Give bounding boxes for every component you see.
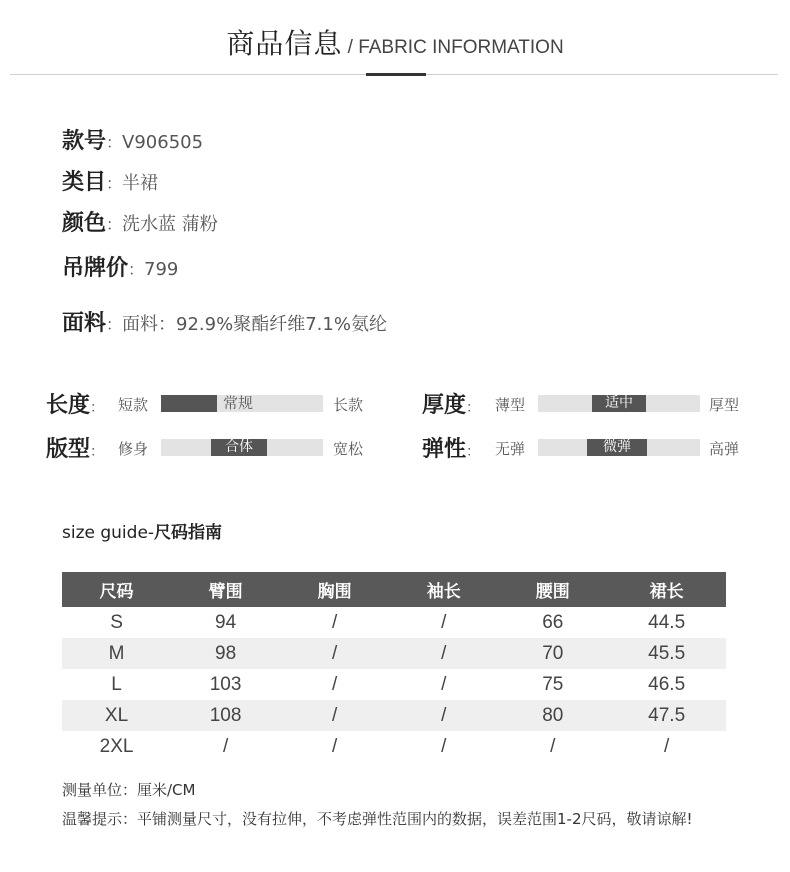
attribute-label: 长度： — [46, 393, 105, 418]
table-cell: / — [332, 735, 338, 757]
table-cell: / — [389, 700, 498, 731]
attribute-option-right: 高弹 — [709, 440, 740, 458]
table-cell: 108 — [171, 700, 280, 731]
header-divider-accent — [366, 73, 426, 76]
table-cell: L — [111, 673, 122, 695]
attribute-label: 厚度： — [422, 393, 481, 418]
attribute-label: 弹性： — [422, 437, 481, 462]
info-item-color: 颜色：洗水蓝 蒲粉 — [62, 211, 218, 236]
info-value: 半裙 — [122, 173, 159, 194]
attribute-option-right: 厚型 — [709, 396, 740, 414]
table-cell: / — [332, 611, 338, 633]
info-value: V906505 — [122, 132, 204, 153]
attribute-label: 版型： — [46, 437, 105, 462]
table-header-row — [62, 572, 726, 607]
table-row — [62, 700, 726, 731]
table-cell: / — [280, 700, 389, 731]
attribute-scale-bar — [538, 439, 700, 456]
info-key: 颜色 — [62, 211, 107, 236]
info-item-fabric: 面料：面料：92.9%聚酯纤维7.1%氨纶 — [62, 311, 387, 336]
table-cell: / — [441, 673, 447, 695]
table-cell: / — [441, 611, 447, 633]
attribute-selected: 常规 — [223, 394, 254, 412]
info-key: 吊牌价 — [62, 256, 129, 281]
info-key: 类目 — [62, 170, 107, 195]
table-row — [62, 669, 726, 700]
table-cell: 103 — [209, 673, 242, 695]
info-value: 799 — [144, 259, 179, 280]
column-header: 臂围 — [171, 572, 280, 607]
info-value: 面料：92.9%聚酯纤维7.1%氨纶 — [122, 314, 387, 335]
table-row — [62, 731, 726, 762]
attribute-fill: 合体 — [211, 439, 267, 456]
size-table — [62, 572, 726, 762]
table-cell: / — [222, 735, 229, 757]
table-cell: / — [550, 735, 556, 757]
measurement-unit-note: 测量单位：厘米/CM — [62, 781, 196, 799]
table-cell: 75 — [542, 673, 564, 695]
attribute-option-left: 薄型 — [495, 396, 526, 414]
info-value: 洗水蓝 蒲粉 — [122, 214, 218, 235]
attribute-scale-bar — [161, 439, 323, 456]
attribute-scale-bar — [161, 395, 323, 412]
header-title-separator: / — [342, 37, 359, 58]
table-cell: 44.5 — [648, 611, 686, 633]
table-cell: / — [389, 638, 498, 669]
attribute-fill: 适中 — [592, 395, 646, 412]
attribute-fill: 微弹 — [587, 439, 647, 456]
table-cell: 45.5 — [607, 638, 726, 669]
attribute-option-left: 修身 — [118, 440, 149, 458]
info-item-category: 类目：半裙 — [62, 170, 159, 195]
table-cell: / — [332, 673, 338, 695]
table-cell: 70 — [498, 638, 607, 669]
attribute-option-right: 长款 — [333, 396, 364, 414]
header-title-cn: 商品信息 — [226, 27, 343, 60]
column-header: 尺码 — [62, 572, 171, 607]
table-cell: / — [664, 735, 670, 757]
column-header: 胸围 — [280, 572, 389, 607]
info-item-style-number: 款号：V906505 — [62, 129, 204, 154]
attribute-fill — [161, 395, 217, 412]
table-cell: 66 — [542, 611, 564, 633]
table-cell: 94 — [215, 611, 237, 633]
table-cell: 2XL — [99, 735, 134, 757]
attribute-scale-bar — [538, 395, 700, 412]
info-item-price: 吊牌价：799 — [62, 256, 179, 281]
info-key: 款号 — [62, 129, 107, 154]
column-header: 袖长 — [389, 572, 498, 607]
table-cell: XL — [62, 700, 171, 731]
table-cell: 46.5 — [648, 673, 686, 695]
table-cell: / — [280, 638, 389, 669]
info-key: 面料 — [62, 311, 107, 336]
table-row — [62, 638, 726, 669]
column-header: 裙长 — [607, 572, 726, 607]
table-cell: M — [62, 638, 171, 669]
column-header: 腰围 — [498, 572, 607, 607]
table-cell: 80 — [498, 700, 607, 731]
table-row — [62, 607, 726, 638]
size-guide-title — [62, 518, 222, 543]
header-title-en: FABRIC INFORMATION — [358, 37, 564, 58]
section-header — [0, 22, 790, 62]
warm-tip-note: 温馨提示：平铺测量尺寸，没有拉伸，不考虑弹性范围内的数据，误差范围1-2尺码，敬请谅解! — [62, 810, 693, 828]
size-guide-title-en: size guide- — [62, 523, 155, 543]
table-cell: S — [110, 611, 123, 633]
table-cell: 47.5 — [607, 700, 726, 731]
attribute-option-left: 短款 — [118, 396, 149, 414]
size-guide-title-cn: 尺码指南 — [154, 523, 223, 543]
attribute-option-left: 无弹 — [495, 440, 526, 458]
table-cell: 98 — [171, 638, 280, 669]
table-cell: / — [441, 735, 447, 757]
attribute-option-right: 宽松 — [333, 440, 364, 458]
